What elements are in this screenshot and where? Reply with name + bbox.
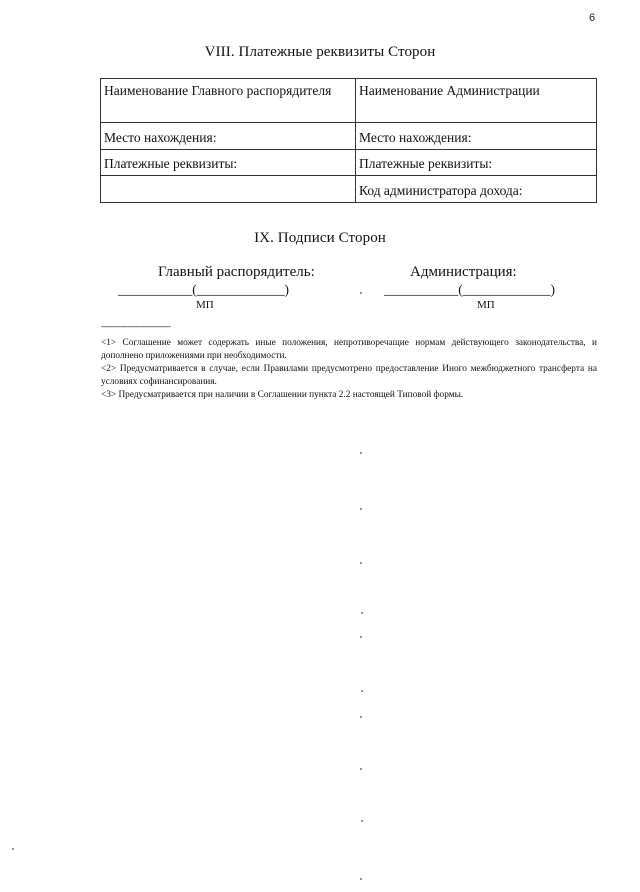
- table-row: [101, 176, 597, 203]
- table-row: [101, 79, 597, 123]
- table-cell: Платежные реквизиты:: [356, 150, 597, 176]
- footnote-separator: --------------------------------: [101, 322, 171, 331]
- page-number: 6: [589, 12, 596, 24]
- scan-speck: [360, 508, 362, 510]
- signatory-label-main-manager: Главный распорядитель:: [158, 264, 315, 280]
- section-ix-title: IX. Подписи Сторон: [254, 230, 386, 246]
- table-cell: Место нахождения:: [101, 123, 356, 150]
- scan-speck: [360, 292, 362, 294]
- footnote-2: <2> Предусматривается в случае, если Правилами предусмотрено предоставление Иного межбюджетного трансферта на условиях софинансирования.: [101, 364, 597, 387]
- table-cell: Платежные реквизиты:: [101, 150, 356, 176]
- section-viii-title: VIII. Платежные реквизиты Сторон: [204, 44, 436, 60]
- signature-line-main-manager: ___________(_____________): [118, 282, 289, 297]
- footnote-3: <3> Предусматривается при наличии в Соглашении пункта 2.2 настоящей Типовой формы.: [101, 390, 464, 400]
- table-cell: [101, 176, 356, 203]
- table-row: [101, 123, 597, 150]
- stamp-place-label: МП: [477, 299, 495, 311]
- scan-speck: [360, 716, 362, 718]
- table-cell: Наименование Главного распорядителя: [101, 79, 356, 123]
- footnote-1: <1> Соглашение может содержать иные положения, непротиворечащие нормам действующего законодательства, и дополнено приложениями при необходимости.: [101, 338, 597, 361]
- stamp-place-label: МП: [196, 299, 214, 311]
- scan-speck: [360, 562, 362, 564]
- scan-speck: [361, 612, 363, 614]
- scan-speck: [360, 878, 362, 880]
- scan-speck: [360, 636, 362, 638]
- table-cell: Место нахождения:: [356, 123, 597, 150]
- signature-line-administration: ___________(_____________): [384, 282, 555, 297]
- scan-speck: [361, 820, 363, 822]
- scan-speck: [360, 768, 362, 770]
- footnotes: [101, 337, 597, 402]
- table-row: [101, 150, 597, 176]
- signatory-label-administration: Администрация:: [410, 264, 517, 280]
- scan-speck: [361, 690, 363, 692]
- scan-speck: [12, 848, 14, 850]
- scan-speck: [360, 452, 362, 454]
- payment-details-table: [100, 78, 597, 203]
- table-cell: Код администратора дохода:: [356, 176, 597, 203]
- table-cell: Наименование Администрации: [356, 79, 597, 123]
